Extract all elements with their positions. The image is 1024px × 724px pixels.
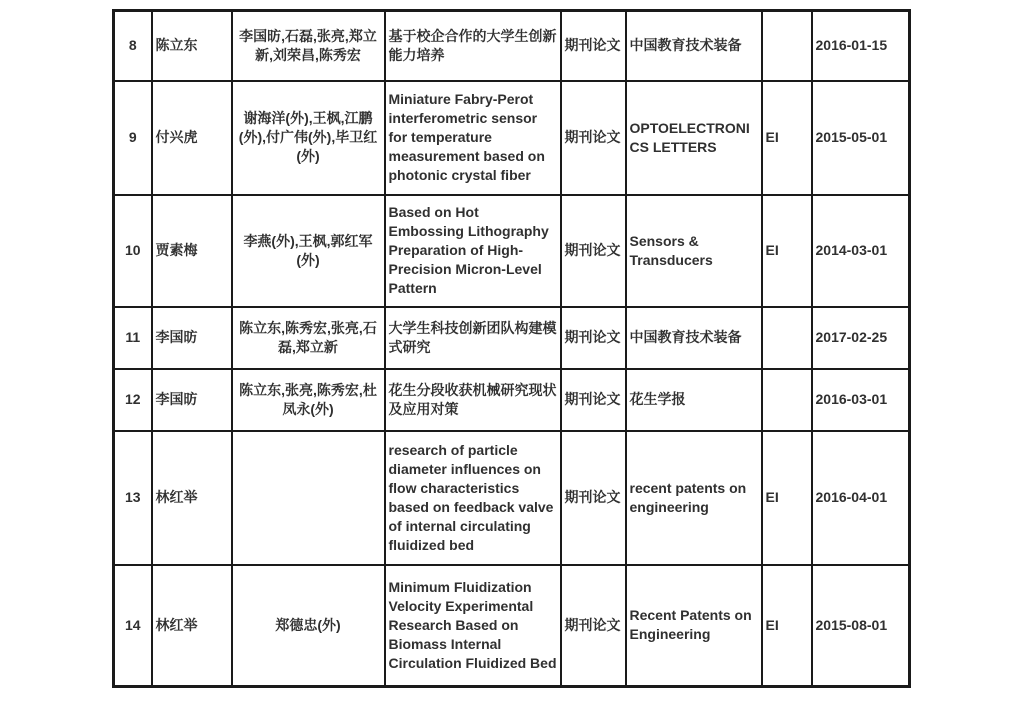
cell-date: 2014-03-01 [812, 195, 910, 307]
cell-row-number: 12 [114, 369, 152, 431]
cell-row-number: 8 [114, 11, 152, 81]
cell-author: 贾素梅 [152, 195, 232, 307]
cell-journal: Sensors & Transducers [626, 195, 762, 307]
cell-title: 大学生科技创新团队构建模式研究 [385, 307, 561, 369]
table-row [114, 431, 910, 565]
cell-coauthors: 李燕(外),王枫,郭红军(外) [232, 195, 385, 307]
cell-coauthors: 陈立东,张亮,陈秀宏,杜凤永(外) [232, 369, 385, 431]
cell-author: 李国昉 [152, 369, 232, 431]
cell-coauthors: 郑德忠(外) [232, 565, 385, 687]
cell-pub-type: 期刊论文 [561, 565, 626, 687]
cell-author: 林红举 [152, 565, 232, 687]
cell-journal: 中国教育技术装备 [626, 307, 762, 369]
cell-journal: 花生学报 [626, 369, 762, 431]
cell-index [762, 369, 812, 431]
cell-index: EI [762, 565, 812, 687]
cell-title: research of particle diameter influences on flow characteristics based on feedback valve of internal circulating fluidized bed [385, 431, 561, 565]
cell-row-number: 14 [114, 565, 152, 687]
cell-index: EI [762, 431, 812, 565]
publications-table [112, 9, 911, 688]
cell-pub-type: 期刊论文 [561, 431, 626, 565]
cell-journal: OPTOELECTRONICS LETTERS [626, 81, 762, 195]
cell-coauthors: 李国昉,石磊,张亮,郑立新,刘荣昌,陈秀宏 [232, 11, 385, 81]
cell-index [762, 11, 812, 81]
table-row [114, 369, 910, 431]
cell-title: Minimum Fluidization Velocity Experimental Research Based on Biomass Internal Circulation Fluidized Bed [385, 565, 561, 687]
cell-pub-type: 期刊论文 [561, 11, 626, 81]
cell-title: Based on Hot Embossing Lithography Preparation of High-Precision Micron-Level Pattern [385, 195, 561, 307]
table-row [114, 195, 910, 307]
cell-coauthors: 谢海洋(外),王枫,江鹏(外),付广伟(外),毕卫红(外) [232, 81, 385, 195]
cell-pub-type: 期刊论文 [561, 307, 626, 369]
cell-index [762, 307, 812, 369]
cell-date: 2015-08-01 [812, 565, 910, 687]
cell-journal: Recent Patents on Engineering [626, 565, 762, 687]
cell-row-number: 10 [114, 195, 152, 307]
cell-date: 2016-01-15 [812, 11, 910, 81]
table-row [114, 81, 910, 195]
cell-coauthors: 陈立东,陈秀宏,张亮,石磊,郑立新 [232, 307, 385, 369]
cell-pub-type: 期刊论文 [561, 369, 626, 431]
cell-date: 2017-02-25 [812, 307, 910, 369]
cell-date: 2015-05-01 [812, 81, 910, 195]
cell-date: 2016-03-01 [812, 369, 910, 431]
cell-author: 陈立东 [152, 11, 232, 81]
cell-coauthors [232, 431, 385, 565]
cell-author: 李国昉 [152, 307, 232, 369]
cell-author: 林红举 [152, 431, 232, 565]
cell-date: 2016-04-01 [812, 431, 910, 565]
cell-title: 基于校企合作的大学生创新能力培养 [385, 11, 561, 81]
table-row [114, 11, 910, 81]
cell-journal: 中国教育技术装备 [626, 11, 762, 81]
table-row [114, 565, 910, 687]
cell-row-number: 13 [114, 431, 152, 565]
cell-title: 花生分段收获机械研究现状及应用对策 [385, 369, 561, 431]
cell-journal: recent patents on engineering [626, 431, 762, 565]
cell-index: EI [762, 81, 812, 195]
cell-title: Miniature Fabry-Perot interferometric sensor for temperature measurement based on photonic crystal fiber [385, 81, 561, 195]
cell-author: 付兴虎 [152, 81, 232, 195]
cell-index: EI [762, 195, 812, 307]
cell-row-number: 9 [114, 81, 152, 195]
table-row [114, 307, 910, 369]
cell-pub-type: 期刊论文 [561, 195, 626, 307]
cell-pub-type: 期刊论文 [561, 81, 626, 195]
cell-row-number: 11 [114, 307, 152, 369]
